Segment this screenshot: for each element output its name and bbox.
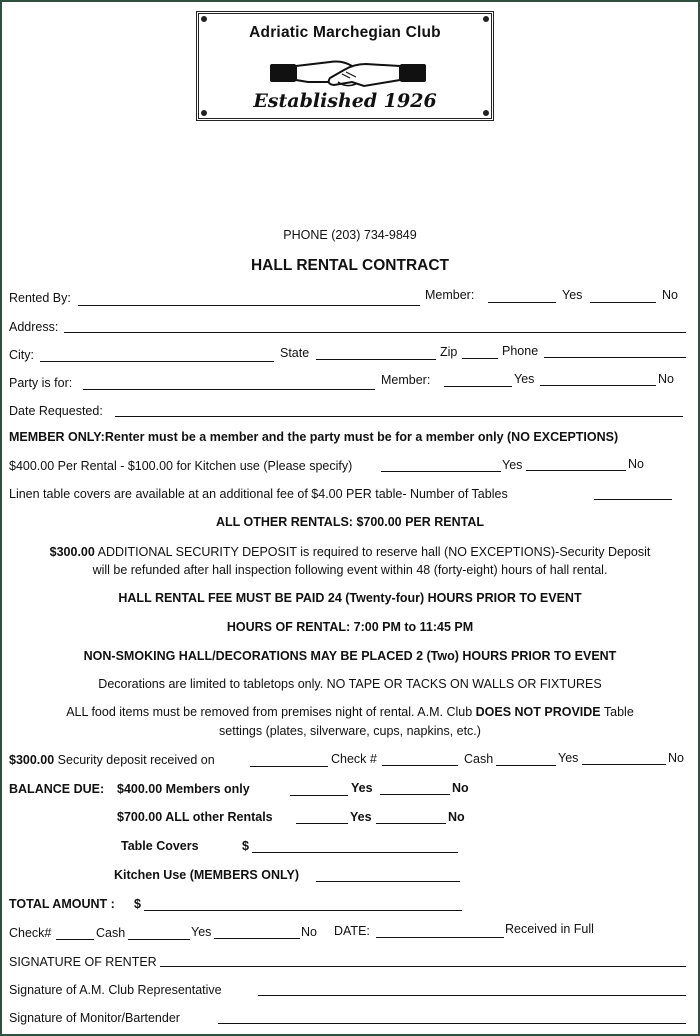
deposit-cash-label: Cash — [464, 752, 494, 766]
payment-cash-label: Cash — [96, 926, 126, 940]
security-deposit-text1: ADDITIONAL SECURITY DEPOSIT is required to reserve hall (NO EXCEPTIONS)-Security Deposit — [94, 545, 651, 559]
established-year: Established 1926 — [253, 90, 437, 112]
state-field[interactable] — [316, 359, 436, 360]
zip-field[interactable] — [462, 358, 498, 359]
kitchen-yes-field[interactable] — [526, 470, 626, 471]
party-yes-field[interactable] — [540, 385, 656, 386]
number-of-tables-field[interactable] — [594, 499, 672, 500]
zip-label: Zip — [440, 345, 458, 359]
date-requested-label: Date Requested: — [9, 404, 103, 418]
deposit-received-amount: $300.00 — [9, 753, 55, 767]
security-deposit-amount: $300.00 — [49, 545, 95, 559]
club-logo — [196, 11, 494, 121]
state-label: State — [280, 346, 310, 360]
kitchen-use-label: Kitchen Use (MEMBERS ONLY) — [114, 868, 299, 882]
hours-of-rental: HOURS OF RENTAL: 7:00 PM to 11:45 PM — [226, 620, 474, 634]
food-notice-line2: settings (plates, silverware, cups, napkins, etc.) — [219, 724, 481, 738]
rented-by-label: Rented By: — [9, 291, 71, 305]
balance-others-yes-field[interactable] — [376, 823, 446, 824]
deposit-yes-field[interactable] — [582, 764, 666, 765]
monitor-signature-label: Signature of Monitor/Bartender — [9, 1011, 180, 1025]
food-text1b: Table — [600, 705, 634, 719]
payment-check-field[interactable] — [56, 939, 94, 940]
all-other-rentals: ALL OTHER RENTALS: $700.00 PER RENTAL — [215, 515, 485, 529]
payment-check-label: Check# — [9, 926, 52, 940]
balance-others-field[interactable] — [296, 823, 348, 824]
no-label: No — [662, 288, 678, 302]
table-covers-field[interactable] — [252, 852, 458, 853]
member-label: Member: — [425, 288, 475, 302]
address-field[interactable] — [64, 332, 686, 333]
representative-signature-label: Signature of A.M. Club Representative — [9, 983, 222, 997]
member-field[interactable] — [488, 302, 556, 303]
rented-by-field[interactable] — [78, 305, 420, 306]
balance-others-no: No — [448, 810, 465, 824]
representative-signature-field[interactable] — [258, 995, 686, 996]
phone-number: PHONE (203) 734-9849 — [283, 228, 417, 242]
balance-members-yes: Yes — [351, 781, 373, 795]
deposit-received-line — [9, 753, 215, 767]
total-amount-field[interactable] — [144, 910, 462, 911]
party-member-label: Member: — [381, 373, 431, 387]
balance-others-yes: Yes — [350, 810, 372, 824]
deposit-check-label: Check # — [331, 752, 377, 766]
kitchen-no-label: No — [628, 457, 644, 471]
phone-field[interactable] — [544, 357, 686, 358]
yes-label: Yes — [562, 288, 583, 302]
payment-cash-field[interactable] — [128, 939, 190, 940]
food-not-provide: DOES NOT PROVIDE — [475, 705, 601, 719]
received-in-full-label: Received in Full — [505, 922, 594, 936]
member-only-notice: MEMBER ONLY:Renter must be a member and the party must be for a member only (NO EXCEPTIONS) — [9, 430, 619, 444]
renter-signature-label: SIGNATURE OF RENTER — [9, 955, 157, 969]
balance-members-label: $400.00 Members only — [117, 782, 250, 796]
party-no-label: No — [658, 372, 674, 386]
payment-yes-label: Yes — [191, 925, 212, 939]
logo-corner — [483, 16, 489, 22]
address-label: Address: — [9, 320, 59, 334]
fee-prior-notice: HALL RENTAL FEE MUST BE PAID 24 (Twenty-four) HOURS PRIOR TO EVENT — [118, 591, 582, 605]
total-dollar: $ — [134, 897, 141, 911]
kitchen-use-field[interactable] — [381, 471, 501, 472]
rental-price-line: $400.00 Per Rental - $100.00 for Kitchen use (Please specify) — [9, 459, 353, 473]
table-covers-dollar: $ — [242, 839, 249, 853]
balance-members-yes-field[interactable] — [380, 794, 450, 795]
city-field[interactable] — [40, 361, 274, 362]
party-yes-label: Yes — [514, 372, 535, 386]
logo-corner — [201, 16, 207, 22]
balance-others-label: $700.00 ALL other Rentals — [117, 810, 273, 824]
deposit-yes-label: Yes — [558, 751, 579, 765]
deposit-date-field[interactable] — [250, 766, 328, 767]
deposit-check-field[interactable] — [382, 765, 458, 766]
handshake-icon — [268, 52, 428, 94]
decorations-notice: Decorations are limited to tabletops only. NO TAPE OR TACKS ON WALLS OR FIXTURES — [98, 677, 602, 691]
date-requested-field[interactable] — [115, 416, 683, 417]
member-yes-field[interactable] — [590, 302, 656, 303]
food-text1: ALL food items must be removed from premises night of rental. A.M. Club — [66, 705, 476, 719]
club-name: Adriatic Marchegian Club — [249, 24, 441, 41]
balance-members-field[interactable] — [290, 795, 348, 796]
payment-no-label: No — [301, 925, 317, 939]
table-covers-label: Table Covers — [121, 839, 199, 853]
deposit-cash-field[interactable] — [496, 765, 556, 766]
kitchen-yes-label: Yes — [502, 458, 523, 472]
renter-signature-field[interactable] — [160, 966, 686, 967]
non-smoking-notice: NON-SMOKING HALL/DECORATIONS MAY BE PLACED 2 (Two) HOURS PRIOR TO EVENT — [83, 649, 617, 663]
security-deposit-text2: will be refunded after hall inspection following event within 48 (forty-eight) hours of hall rental. — [92, 563, 608, 577]
party-member-field[interactable] — [444, 386, 512, 387]
deposit-no-label: No — [668, 751, 684, 765]
balance-due-label: BALANCE DUE: — [9, 782, 105, 796]
balance-members-no: No — [452, 781, 469, 795]
payment-date-label: DATE: — [334, 924, 370, 938]
party-for-field[interactable] — [83, 389, 375, 390]
kitchen-use-amount-field[interactable] — [316, 881, 460, 882]
phone-label: Phone — [502, 344, 539, 358]
page-title: HALL RENTAL CONTRACT — [250, 257, 450, 274]
food-notice-line1 — [0, 705, 700, 719]
payment-date-field[interactable] — [376, 937, 504, 938]
total-amount-label: TOTAL AMOUNT : — [9, 897, 115, 911]
deposit-received-text: Security deposit received on — [54, 753, 215, 767]
party-for-label: Party is for: — [9, 376, 73, 390]
monitor-signature-field[interactable] — [218, 1023, 686, 1024]
payment-yes-field[interactable] — [214, 938, 300, 939]
security-deposit-line1 — [0, 545, 700, 559]
city-label: City: — [9, 348, 34, 362]
linen-line: Linen table covers are available at an additional fee of $4.00 PER table- Number of Tables — [9, 487, 508, 501]
